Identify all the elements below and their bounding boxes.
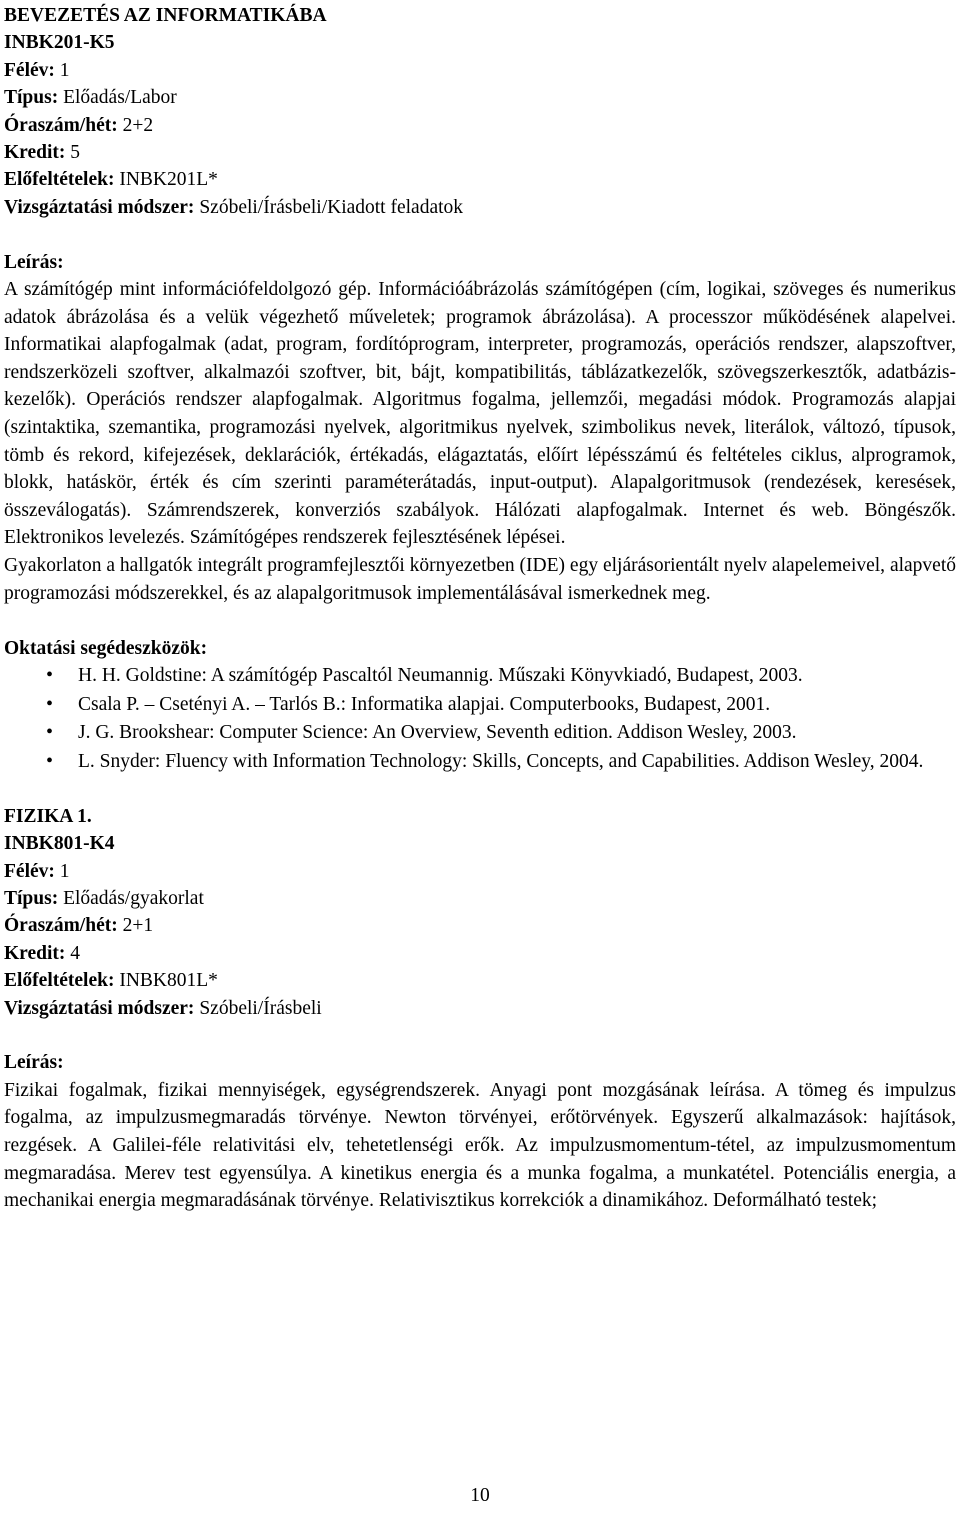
- course-meta: [4, 57, 956, 221]
- meta-label: Óraszám/hét:: [4, 915, 118, 937]
- meta-value: 2+2: [117, 114, 154, 136]
- meta-semester: [4, 57, 956, 84]
- meta-credit: [4, 940, 956, 967]
- meta-label: Előfeltételek:: [4, 169, 115, 191]
- meta-value: 2+1: [117, 915, 154, 937]
- page-number: 10: [470, 1485, 490, 1506]
- meta-label: Típus:: [4, 887, 59, 909]
- meta-type: [4, 885, 956, 912]
- course-title: FIZIKA 1.: [4, 805, 92, 827]
- meta-credit: [4, 139, 956, 166]
- meta-value: Előadás/Labor: [58, 87, 177, 109]
- meta-exam-method: [4, 194, 956, 221]
- course-section-1: [4, 2, 956, 775]
- tools-label: Oktatási segédeszközök:: [4, 637, 208, 659]
- description-text-2: Gyakorlaton a hallgatók integrált programfejlesztői környezetben (IDE) egy eljárásorientált nyelv alapelemeivel, alapvető programozási módszerekkel, és az alapalgoritmusok implementálásával ismerkednek meg.: [4, 554, 956, 604]
- description-label: Leírás:: [4, 251, 64, 273]
- meta-label: Óraszám/hét:: [4, 114, 118, 136]
- meta-label: Vizsgáztatási módszer:: [4, 997, 195, 1019]
- meta-label: Kredit:: [4, 142, 66, 164]
- tools-list: [4, 662, 956, 775]
- meta-hours: [4, 912, 956, 939]
- meta-value: Szóbeli/Írásbeli/Kiadott feladatok: [194, 196, 464, 218]
- meta-value: 1: [54, 860, 70, 882]
- description-label: Leírás:: [4, 1052, 64, 1074]
- course-title: BEVEZETÉS AZ INFORMATIKÁBA: [4, 5, 327, 26]
- meta-value: INBK801L*: [114, 970, 218, 992]
- meta-value: Szóbeli/Írásbeli: [194, 997, 322, 1019]
- meta-label: Előfeltételek:: [4, 970, 115, 992]
- meta-label: Félév:: [4, 59, 55, 81]
- meta-label: Típus:: [4, 87, 59, 109]
- meta-label: Kredit:: [4, 942, 66, 964]
- course-code: INBK201-K5: [4, 32, 115, 54]
- course-meta: [4, 858, 956, 1022]
- list-item: • H. H. Goldstine: A számítógép Pascaltól Neumannig. Műszaki Könyvkiadó, Budapest, 2003.: [4, 662, 956, 690]
- document-page: [4, 2, 956, 1215]
- list-item: • Csala P. – Csetényi A. – Tarlós B.: Informatika alapjai. Computerbooks, Budapest, 2001.: [4, 691, 956, 719]
- meta-value: 4: [65, 942, 81, 964]
- meta-value: 1: [54, 59, 70, 81]
- meta-value: Előadás/gyakorlat: [58, 887, 204, 909]
- meta-hours: [4, 112, 956, 139]
- list-item: • L. Snyder: Fluency with Information Technology: Skills, Concepts, and Capabilities. Addison Wesley, 2004.: [4, 748, 956, 776]
- meta-exam-method: [4, 995, 956, 1022]
- meta-prerequisites: [4, 967, 956, 994]
- meta-label: Vizsgáztatási módszer:: [4, 196, 195, 218]
- course-section-2: [4, 803, 956, 1215]
- meta-label: Félév:: [4, 860, 55, 882]
- description-text: Fizikai fogalmak, fizikai mennyiségek, egységrendszerek. Anyagi pont mozgásának leírása. A tömeg és impulzus fogalma, az impulzusmegmaradás törvénye. Newton törvényei, erőtörvények. Egyszerű alkalmazások: hajítások, rezgések. A Galilei-féle relativitási elv, tehetetlenségi erők. Az impulzusmomentum-tétel, az impulzusmomentum megmaradása. Merev test egyensúlya. A kinetikus energia és a munka fogalma, a munkatétel. Potenciális energia, a mechanikai energia megmaradásának törvénye. Relativisztikus korrekciók a dinamikához. Deformálható testek;: [4, 1079, 956, 1212]
- meta-prerequisites: [4, 166, 956, 193]
- meta-type: [4, 84, 956, 111]
- meta-value: INBK201L*: [114, 169, 218, 191]
- course-code: INBK801-K4: [4, 833, 115, 855]
- meta-semester: [4, 858, 956, 885]
- list-item: • J. G. Brookshear: Computer Science: An Overview, Seventh edition. Addison Wesley, 2003.: [4, 719, 956, 747]
- meta-value: 5: [65, 142, 81, 164]
- description-text: A számítógép mint információfeldolgozó gép. Információábrázolás számítógépen (cím, logikai, szöveges és numerikus adatok ábrázolása és a velük végezhető műveletek; programok ábrázolása). A processzor működésének alapelvei. Informatikai alapfogalmak (adat, program, fordítóprogram, interpreter, programozás, operációs rendszer, alapszoftver, rendszerközeli szoftver, alkalmazói szoftver, bit, bájt, kompatibilitás, táblázatkezelők, szövegszerkesztők, adatbázis-kezelők). Operációs rendszer alapfogalmak. Algoritmus fogalma, jellemzői, megadási módok. Programozás alapjai (szintaktika, szemantika, programozási nyelvek, algoritmikus nyelvek, szimbolikus nevek, literálok, változó, típusok, tömb és rekord, kifejezések, deklarációk, értékadás, elágaztatás, előírt lépésszámú és feltételes ciklus, alprogramok, blokk, hatáskör, érték és cím szerinti paraméterátadás, input-output). Alapalgoritmusok (rendezések, keresések, összeválogatás). Számrendszerek, konverziós szabályok. Hálózati alapfogalmak. Internet és web. Böngészők. Elektronikos levelezés. Számítógépes rendszerek fejlesztésének lépései.: [4, 279, 956, 549]
